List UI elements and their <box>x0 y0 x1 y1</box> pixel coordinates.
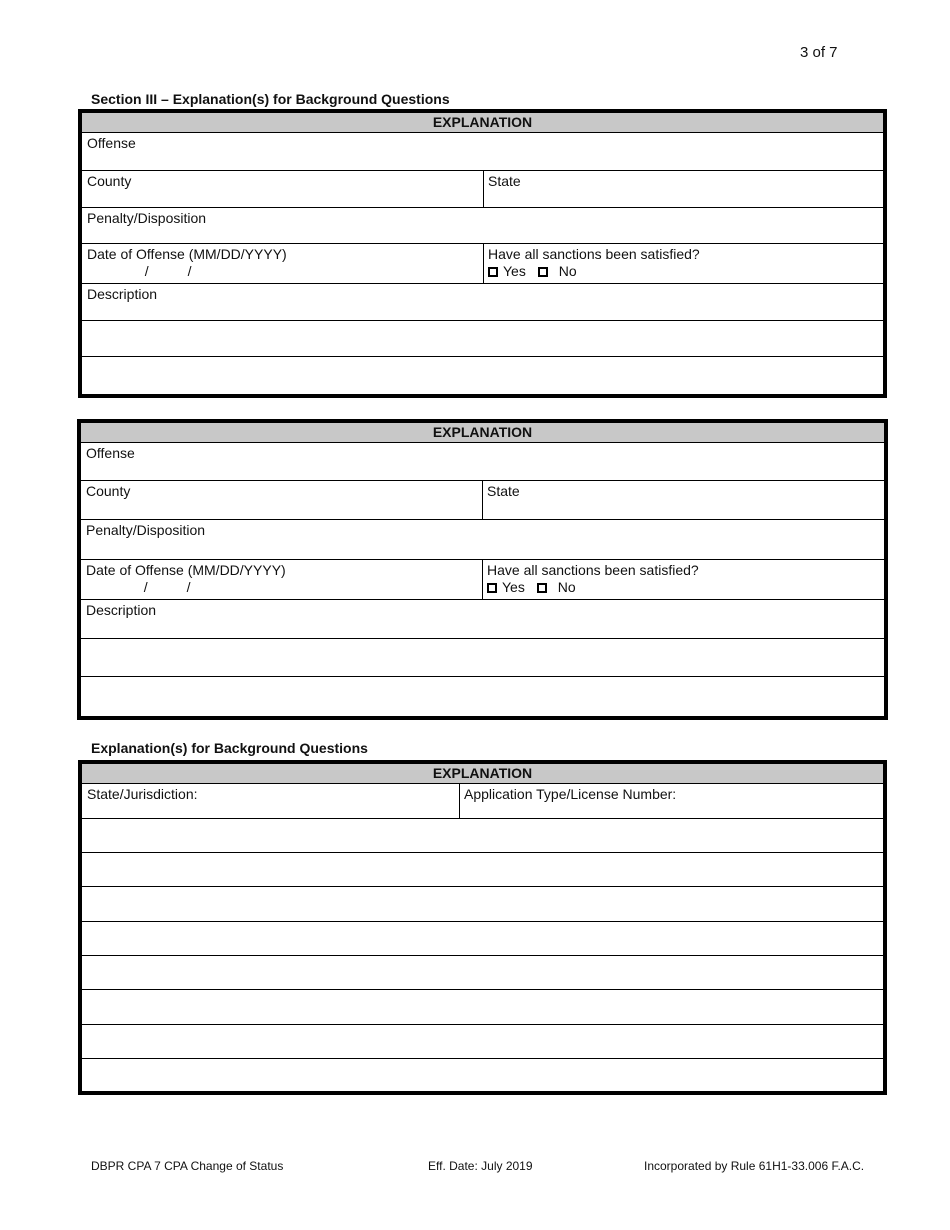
description-field[interactable] <box>82 284 883 321</box>
column-divider <box>459 784 460 819</box>
county-field[interactable] <box>82 171 483 208</box>
penalty-field[interactable] <box>81 520 884 560</box>
column-divider <box>483 171 484 208</box>
yes-label: Yes <box>502 579 525 595</box>
sanctions-label: Have all sanctions been satisfied? <box>487 562 699 578</box>
sanctions-field <box>482 560 884 600</box>
no-checkbox[interactable] <box>538 267 548 277</box>
state-label: State <box>487 483 520 499</box>
sanctions-field <box>483 244 883 284</box>
offense-label: Offense <box>87 135 136 151</box>
yes-label: Yes <box>503 263 526 279</box>
explanation-line[interactable] <box>82 1025 883 1059</box>
application-type-field[interactable] <box>459 784 883 819</box>
footer-rule: Incorporated by Rule 61H1-33.006 F.A.C. <box>644 1159 865 1173</box>
description-line[interactable] <box>81 639 884 677</box>
county-label: County <box>86 483 131 499</box>
description-field[interactable] <box>81 600 884 639</box>
explanation-line[interactable] <box>82 887 883 922</box>
date-of-offense-field[interactable] <box>82 244 483 284</box>
penalty-field[interactable] <box>82 208 883 244</box>
column-divider <box>483 244 484 284</box>
date-of-offense-field[interactable] <box>81 560 482 600</box>
description-line[interactable] <box>82 321 883 357</box>
no-label: No <box>558 263 577 279</box>
state-field[interactable] <box>483 171 883 208</box>
footer-eff-date: Eff. Date: July 2019 <box>428 1159 533 1173</box>
page-number: 3 of 7 <box>800 44 838 61</box>
explanation-header: EXPLANATION <box>82 764 883 784</box>
no-checkbox[interactable] <box>537 583 547 593</box>
state-field[interactable] <box>482 481 884 520</box>
jurisdiction-table <box>78 760 887 1095</box>
date-slashes: / / <box>137 263 192 279</box>
county-field[interactable] <box>81 481 482 520</box>
offense-field[interactable] <box>81 443 884 481</box>
explanation-line[interactable] <box>82 1059 883 1091</box>
column-divider <box>482 481 483 520</box>
county-label: County <box>87 173 132 189</box>
penalty-label: Penalty/Disposition <box>87 210 207 226</box>
explanation-table-1 <box>78 109 887 398</box>
offense-label: Offense <box>86 445 135 461</box>
yes-checkbox[interactable] <box>488 267 498 277</box>
description-label: Description <box>87 286 158 302</box>
state-jurisdiction-field[interactable] <box>82 784 459 819</box>
section-title: Section III – Explanation(s) for Background Questions <box>91 91 450 107</box>
column-divider <box>482 560 483 600</box>
explanation-line[interactable] <box>82 990 883 1025</box>
no-label: No <box>557 579 576 595</box>
sanctions-label: Have all sanctions been satisfied? <box>488 246 700 262</box>
description-line[interactable] <box>82 357 883 394</box>
description-line[interactable] <box>81 677 884 716</box>
explanation-header: EXPLANATION <box>81 423 884 443</box>
application-type-label: Application Type/License Number: <box>464 786 677 802</box>
penalty-label: Penalty/Disposition <box>86 522 206 538</box>
description-label: Description <box>86 602 157 618</box>
explanation-line[interactable] <box>82 956 883 990</box>
footer-form-id: DBPR CPA 7 CPA Change of Status <box>91 1159 284 1173</box>
offense-field[interactable] <box>82 133 883 171</box>
date-label: Date of Offense (MM/DD/YYYY) <box>87 246 287 262</box>
state-jurisdiction-label: State/Jurisdiction: <box>87 786 198 802</box>
explanation-line[interactable] <box>82 922 883 956</box>
explanation-line[interactable] <box>82 819 883 853</box>
state-label: State <box>488 173 521 189</box>
section2-title: Explanation(s) for Background Questions <box>91 740 368 756</box>
date-label: Date of Offense (MM/DD/YYYY) <box>86 562 286 578</box>
yes-checkbox[interactable] <box>487 583 497 593</box>
date-slashes: / / <box>136 579 191 595</box>
explanation-table-2 <box>77 419 888 720</box>
explanation-line[interactable] <box>82 853 883 887</box>
explanation-header: EXPLANATION <box>82 113 883 133</box>
